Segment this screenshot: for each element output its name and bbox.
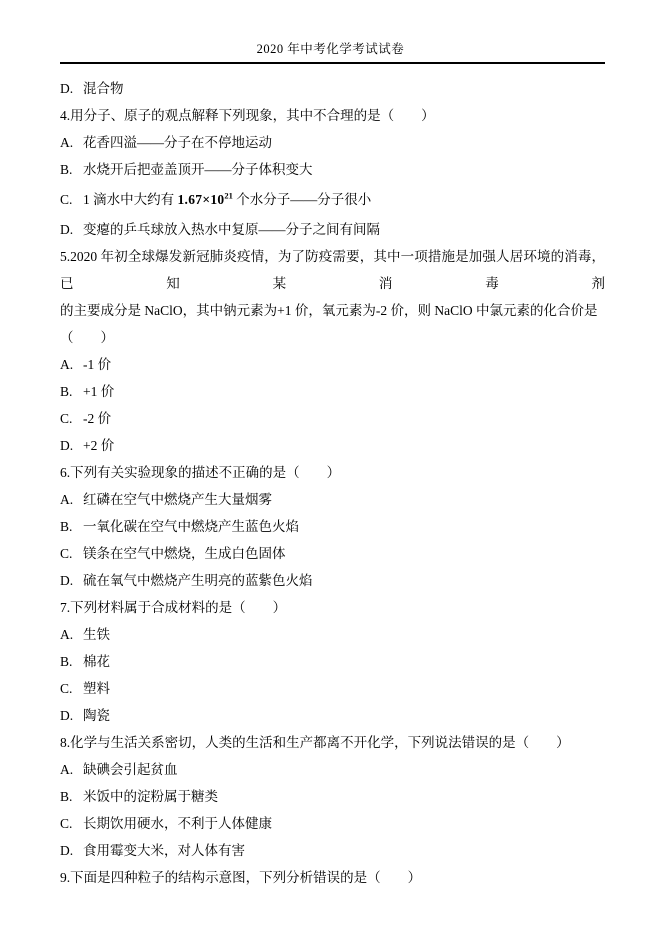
option-text-prefix: 1 滴水中大约有 [83,192,178,207]
option-row [60,837,605,864]
option-text: 塑料 [83,681,110,696]
option-label: C. [60,816,73,831]
option-row [60,513,605,540]
option-label: D. [60,708,74,723]
option-text: 食用霉变大米，对人体有害 [83,843,245,858]
option-row [60,648,605,675]
option-label: C. [60,681,73,696]
option-text: 陶瓷 [83,708,110,723]
exam-content [60,64,605,891]
option-label: B. [60,384,73,399]
option-label: D. [60,438,74,453]
option-row [60,783,605,810]
formula-exponent: 21 [224,190,233,201]
option-text: -2 价 [83,411,112,426]
option-label: C. [60,192,73,207]
option-text: 一氧化碳在空气中燃烧产生蓝色火焰 [83,519,299,534]
option-text: 镁条在空气中燃烧，生成白色固体 [83,546,286,561]
option-row [60,156,605,183]
question-stem-line-1: 5.2020 年初全球爆发新冠肺炎疫情，为了防疫需要，其中一项措施是加强人居环境的消毒，已知某消毒剂 [60,249,605,291]
option-text: 米饭中的淀粉属于糖类 [83,789,218,804]
option-row [60,405,605,432]
option-text: +1 价 [83,384,115,399]
option-row [60,351,605,378]
option-text: 生铁 [83,627,110,642]
option-label: D. [60,573,74,588]
option-text: 硫在氧气中燃烧产生明亮的蓝紫色火焰 [83,573,313,588]
option-text: 棉花 [83,654,110,669]
option-label: A. [60,135,74,150]
option-text: 变瘪的乒乓球放入热水中复原――分子之间有间隔 [83,222,380,237]
option-text: 长期饮用硬水，不利于人体健康 [83,816,272,831]
question-stem: 4.用分子、原子的观点解释下列现象，其中不合理的是（ ） [60,108,435,123]
option-row [60,810,605,837]
option-label: D. [60,81,74,96]
option-text: 花香四溢――分子在不停地运动 [83,135,272,150]
option-text: 混合物 [83,81,124,96]
option-text: 缺碘会引起贫血 [83,762,178,777]
option-row [60,216,605,243]
option-row [60,702,605,729]
option-label: B. [60,519,73,534]
option-label: A. [60,762,74,777]
option-label: C. [60,546,73,561]
option-label: A. [60,492,74,507]
question-stem-line-2: 的主要成分是 NaClO，其中钠元素为+1 价，氧元素为-2 价，则 NaClO 中氯元素的化合价是（ ） [60,303,598,345]
question-stem: 9.下面是四种粒子的结构示意图，下列分析错误的是（ ） [60,870,422,885]
option-text: 红磷在空气中燃烧产生大量烟雾 [83,492,272,507]
option-row [60,129,605,156]
option-label: C. [60,411,73,426]
option-row [60,675,605,702]
page-title: 2020 年中考化学考试试卷 [256,42,405,56]
option-label: B. [60,789,73,804]
option-text: 水烧开后把壶盖顶开――分子体积变大 [83,162,313,177]
option-text: +2 价 [83,438,115,453]
option-row [60,756,605,783]
option-row [60,432,605,459]
option-row [60,567,605,594]
option-row [60,186,605,213]
formula-base: 1.67×10 [177,192,225,207]
option-row [60,75,605,102]
option-label: A. [60,627,74,642]
option-label: D. [60,222,74,237]
question-stem: 8.化学与生活关系密切，人类的生活和生产都离不开化学，下列说法错误的是（ ） [60,735,570,750]
option-label: A. [60,357,74,372]
option-text: -1 价 [83,357,112,372]
option-row [60,486,605,513]
option-row [60,378,605,405]
option-row [60,621,605,648]
option-row [60,540,605,567]
option-label: D. [60,843,74,858]
question-stem: 7.下列材料属于合成材料的是（ ） [60,600,287,615]
question-stem: 6.下列有关实验现象的描述不正确的是（ ） [60,465,341,480]
page-header [0,0,661,57]
option-text-suffix: 个水分子――分子很小 [232,192,372,207]
option-label: B. [60,654,73,669]
option-label: B. [60,162,73,177]
